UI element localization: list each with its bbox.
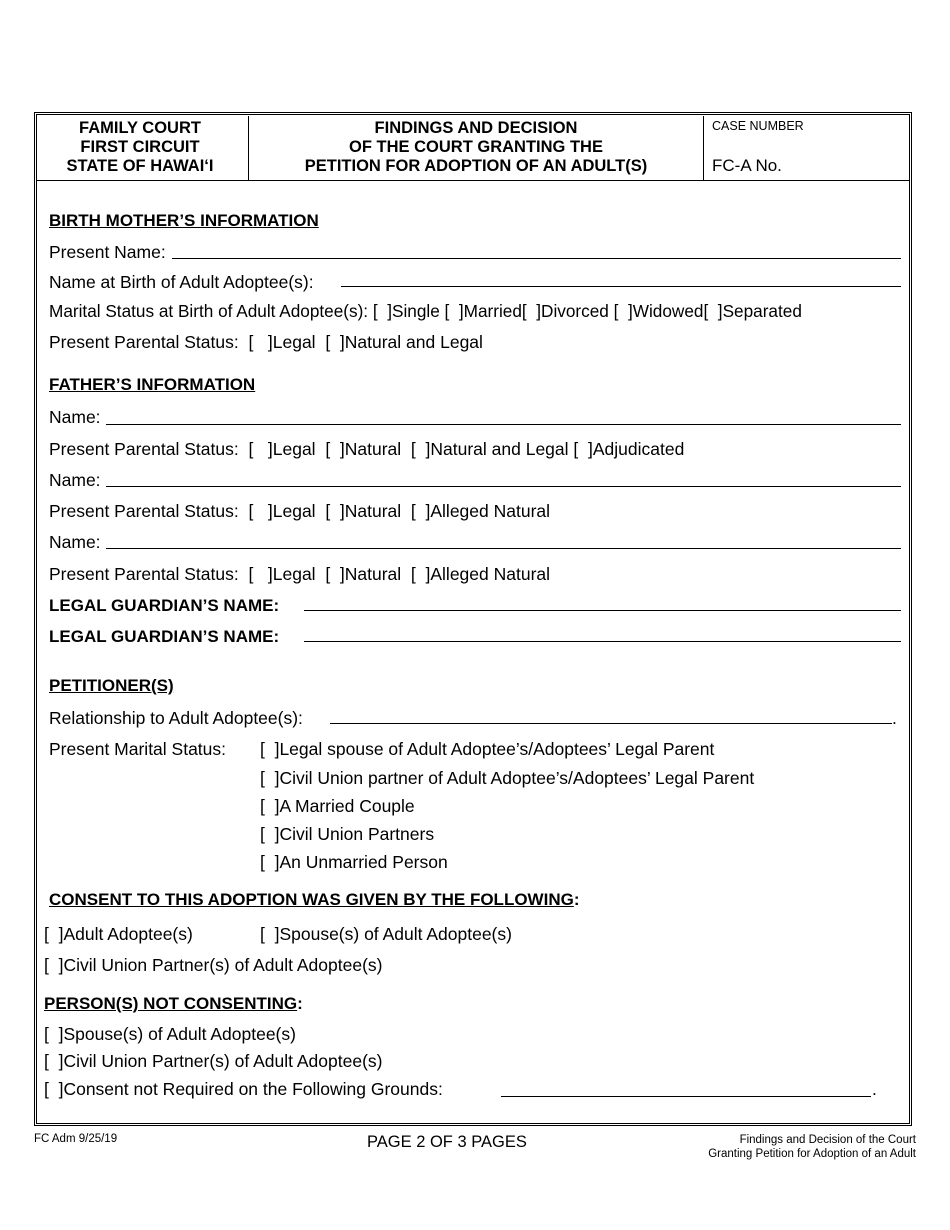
option-natural-and-legal: Natural and Legal [344, 332, 483, 352]
name-at-birth-label: Name at Birth of Adult Adoptee(s): [49, 272, 314, 292]
checkbox-widowed[interactable]: [ ] [613, 301, 633, 321]
marital-status-label: Marital Status at Birth of Adult Adoptee(s): [49, 301, 369, 321]
checkbox-consent-adult-adoptee[interactable]: [ ] [44, 924, 64, 944]
title-line-2: OF THE COURT GRANTING THE [349, 138, 603, 156]
not-consenting-heading: PERSON(S) NOT CONSENTING [44, 994, 298, 1013]
checkbox-adjudicated[interactable]: [ ] [573, 439, 593, 459]
consent-option-spouse [260, 924, 512, 945]
father-parental-status-row-3 [49, 564, 550, 585]
checkbox-natural[interactable]: [ ] [325, 501, 345, 521]
option-civil-union-partners: Civil Union Partners [279, 824, 435, 844]
option-married-couple: A Married Couple [279, 796, 415, 816]
consent-option-adult-adoptee [44, 924, 193, 945]
checkbox-natural-and-legal[interactable]: [ ] [410, 439, 431, 459]
option-unmarried-person: An Unmarried Person [279, 852, 448, 872]
relationship-field[interactable] [330, 723, 892, 724]
not-consenting-heading-colon: : [297, 994, 303, 1013]
not-consenting-option-civil-union [44, 1051, 383, 1072]
birth-mother-heading: BIRTH MOTHER’S INFORMATION [49, 211, 319, 230]
not-consenting-option-grounds [44, 1079, 443, 1100]
grounds-field[interactable] [501, 1096, 871, 1097]
checkbox-consent-not-required[interactable]: [ ] [44, 1079, 64, 1099]
checkbox-legal[interactable]: [ ] [248, 332, 273, 352]
father-heading: FATHER’S INFORMATION [49, 375, 256, 394]
petitioner-option-3 [260, 796, 415, 817]
case-number-label: CASE NUMBER [712, 119, 804, 133]
father-name-label-2: Name: [49, 470, 101, 490]
checkbox-not-consenting-civil-union[interactable]: [ ] [44, 1051, 64, 1071]
option-spouse: Spouse(s) of Adult Adoptee(s) [63, 1024, 296, 1044]
petitioner-option-4 [260, 824, 434, 845]
checkbox-alleged-natural[interactable]: [ ] [410, 564, 431, 584]
parental-status-label: Present Parental Status: [49, 439, 239, 459]
checkbox-separated[interactable]: [ ] [703, 301, 723, 321]
legal-guardian-field-2[interactable] [304, 641, 901, 642]
relationship-label: Relationship to Adult Adoptee(s): [49, 708, 303, 728]
checkbox-unmarried-person[interactable]: [ ] [260, 852, 280, 872]
option-spouse: Spouse(s) of Adult Adoptee(s) [279, 924, 512, 944]
petitioners-heading: PETITIONER(S) [49, 676, 174, 695]
option-legal-spouse: Legal spouse of Adult Adoptee’s/Adoptees’ Legal Parent [279, 739, 715, 759]
checkbox-natural[interactable]: [ ] [325, 564, 345, 584]
form-id: FC Adm 9/25/19 [34, 1133, 118, 1145]
header-divider-2 [703, 116, 704, 180]
checkbox-alleged-natural[interactable]: [ ] [410, 501, 431, 521]
checkbox-consent-civil-union[interactable]: [ ] [44, 955, 64, 975]
consent-option-civil-union [44, 955, 383, 976]
title-line-3: PETITION FOR ADOPTION OF AN ADULT(S) [304, 157, 648, 175]
checkbox-not-consenting-spouse[interactable]: [ ] [44, 1024, 64, 1044]
checkbox-civil-union-partner[interactable]: [ ] [260, 768, 280, 788]
legal-guardian-field-1[interactable] [304, 610, 901, 611]
legal-guardian-label-2: LEGAL GUARDIAN’S NAME: [49, 627, 280, 646]
checkbox-married[interactable]: [ ] [444, 301, 464, 321]
option-alleged-natural: Alleged Natural [430, 564, 551, 584]
birth-mother-present-name-field[interactable] [172, 258, 901, 259]
checkbox-consent-spouse[interactable]: [ ] [260, 924, 280, 944]
option-single: Single [391, 301, 440, 321]
grounds-period: . [872, 1079, 877, 1099]
option-natural-and-legal: Natural and Legal [430, 439, 569, 459]
option-legal: Legal [272, 501, 316, 521]
option-legal: Legal [272, 564, 316, 584]
petitioner-option-2 [260, 768, 754, 789]
checkbox-single[interactable]: [ ] [372, 301, 392, 321]
option-legal: Legal [272, 439, 316, 459]
relationship-period: . [892, 708, 897, 728]
father-name-label-3: Name: [49, 532, 101, 552]
checkbox-legal[interactable]: [ ] [248, 439, 273, 459]
document-title [250, 119, 702, 176]
option-natural: Natural [344, 501, 402, 521]
consent-heading: CONSENT TO THIS ADOPTION WAS GIVEN BY THE FOLLOWING [49, 890, 574, 909]
option-civil-union: Civil Union Partner(s) of Adult Adoptee(s) [63, 1051, 383, 1071]
petitioner-option-1 [260, 739, 714, 760]
option-widowed: Widowed [632, 301, 704, 321]
petitioner-marital-status-label: Present Marital Status: [49, 739, 227, 759]
birth-mother-present-name-label: Present Name: [49, 242, 166, 262]
option-natural: Natural [344, 564, 402, 584]
checkbox-married-couple[interactable]: [ ] [260, 796, 280, 816]
court-line-3: STATE OF HAWAI‘I [66, 157, 214, 175]
checkbox-natural[interactable]: [ ] [325, 439, 345, 459]
parental-status-label: Present Parental Status: [49, 501, 239, 521]
option-married: Married [463, 301, 522, 321]
legal-guardian-label-1: LEGAL GUARDIAN’S NAME: [49, 596, 280, 615]
checkbox-divorced[interactable]: [ ] [521, 301, 542, 321]
court-name [40, 119, 240, 176]
not-consenting-heading-row [44, 994, 303, 1014]
petitioner-option-5 [260, 852, 448, 873]
checkbox-legal-spouse[interactable]: [ ] [260, 739, 280, 759]
option-divorced: Divorced [541, 301, 609, 321]
checkbox-legal[interactable]: [ ] [248, 564, 273, 584]
name-at-birth-field[interactable] [341, 286, 901, 287]
title-line-1: FINDINGS AND DECISION [374, 119, 578, 137]
father-name-field-2[interactable] [106, 486, 901, 487]
option-civil-union-partner: Civil Union partner of Adult Adoptee’s/Adoptees’ Legal Parent [279, 768, 755, 788]
page-info: PAGE 2 OF 3 PAGES [367, 1133, 527, 1151]
parental-status-label: Present Parental Status: [49, 332, 239, 352]
case-number-field[interactable]: FC-A No. [712, 156, 782, 175]
father-name-label-1: Name: [49, 407, 101, 427]
consent-heading-colon: : [573, 890, 580, 909]
father-name-field-1[interactable] [106, 424, 901, 425]
footer-title-line-2: Granting Petition for Adoption of an Adult [708, 1148, 916, 1160]
option-adult-adoptee: Adult Adoptee(s) [63, 924, 193, 944]
option-natural: Natural [344, 439, 402, 459]
checkbox-natural-and-legal[interactable]: [ ] [325, 332, 345, 352]
court-line-2: FIRST CIRCUIT [80, 138, 200, 156]
option-civil-union: Civil Union Partner(s) of Adult Adoptee(s) [63, 955, 383, 975]
option-alleged-natural: Alleged Natural [430, 501, 551, 521]
option-consent-not-required: Consent not Required on the Following Grounds: [63, 1079, 443, 1099]
marital-status-row [49, 301, 802, 322]
option-adjudicated: Adjudicated [592, 439, 685, 459]
header-divider-1 [248, 116, 249, 180]
option-separated: Separated [722, 301, 802, 321]
father-parental-status-row-1 [49, 439, 684, 460]
footer-title [708, 1133, 916, 1161]
footer-title-line-1: Findings and Decision of the Court [739, 1134, 916, 1146]
parental-status-label: Present Parental Status: [49, 564, 239, 584]
option-legal: Legal [272, 332, 316, 352]
header-bottom-rule [37, 180, 909, 181]
court-line-1: FAMILY COURT [79, 119, 201, 137]
checkbox-legal[interactable]: [ ] [248, 501, 273, 521]
checkbox-civil-union-partners[interactable]: [ ] [260, 824, 280, 844]
consent-heading-row [49, 890, 580, 910]
not-consenting-option-spouse [44, 1024, 296, 1045]
birth-mother-parental-status-row [49, 332, 483, 353]
father-name-field-3[interactable] [106, 548, 901, 549]
father-parental-status-row-2 [49, 501, 550, 522]
